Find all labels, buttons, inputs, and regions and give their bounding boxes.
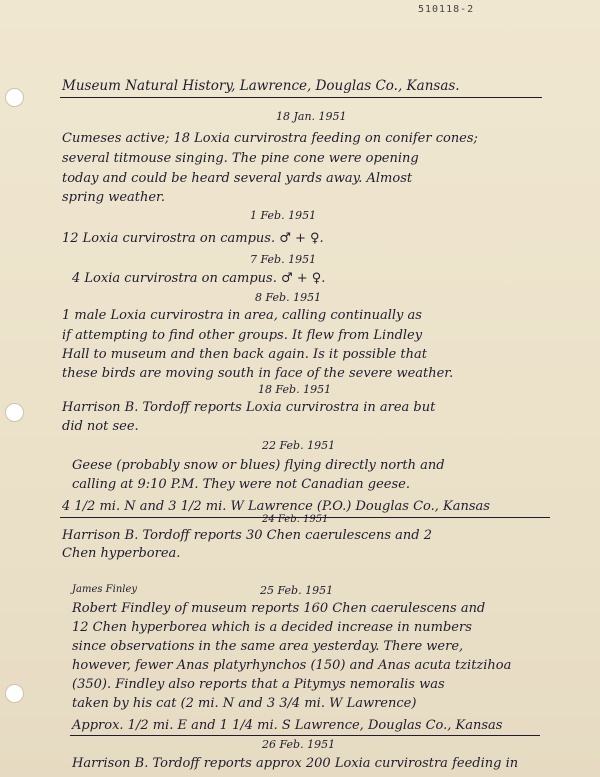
entry-line: 12 Chen hyperborea which is a decided increase in numbers (72, 620, 472, 635)
entry-line: taken by his cat (2 mi. N and 3 3/4 mi. W Lawrence) (72, 696, 417, 711)
location-heading: Approx. 1/2 mi. E and 1 1/4 mi. S Lawrence, Douglas Co., Kansas (72, 718, 503, 733)
entry-date: 24 Feb. 1951 (262, 514, 329, 525)
entry-line: spring weather. (62, 190, 165, 205)
entry-line: Harrison B. Tordoff reports Loxia curvirostra in area but (62, 400, 436, 415)
entry-line: Geese (probably snow or blues) flying directly north and (72, 458, 445, 473)
entry-line: Chen hyperborea. (62, 546, 181, 561)
entry-line: (350). Findley also reports that a Pitymys nemoralis was (72, 677, 445, 692)
catalog-number: 510118-2 (418, 4, 475, 15)
entry-date: 22 Feb. 1951 (262, 439, 336, 452)
binder-hole (5, 403, 24, 422)
entry-line: several titmouse singing. The pine cone were opening (62, 151, 419, 166)
entry-line: 1 male Loxia curvirostra in area, calling continually as (62, 308, 422, 323)
entry-line: did not see. (62, 419, 139, 434)
entry-date: 1 Feb. 1951 (250, 209, 317, 222)
entry-date: 18 Jan. 1951 (276, 110, 347, 123)
inserted-name: James Finley (72, 584, 138, 595)
entry-line: Harrison B. Tordoff reports approx 200 Loxia curvirostra feeding in (72, 756, 519, 771)
entry-line: if attempting to find other groups. It flew from Lindley (62, 328, 423, 343)
entry-date: 18 Feb. 1951 (258, 383, 332, 396)
binder-hole (5, 684, 24, 703)
entry-line: calling at 9:10 P.M. They were not Canadian geese. (72, 477, 410, 492)
entry-date: 25 Feb. 1951 (260, 584, 334, 597)
entry-line: 12 Loxia curvirostra on campus. ♂ + ♀. (62, 231, 324, 246)
heading-underline (60, 97, 542, 98)
entry-date: 8 Feb. 1951 (255, 291, 322, 304)
location-heading: Museum Natural History, Lawrence, Douglas Co., Kansas. (62, 78, 460, 94)
entry-line: Cumeses active; 18 Loxia curvirostra feeding on conifer cones; (62, 131, 478, 146)
heading-underline (70, 735, 540, 736)
entry-line: Hall to museum and then back again. Is it possible that (62, 347, 427, 362)
location-heading: 4 1/2 mi. N and 3 1/2 mi. W Lawrence (P.O.) Douglas Co., Kansas (62, 499, 490, 514)
entry-line: these birds are moving south in face of the severe weather. (62, 366, 454, 381)
entry-line: Robert Findley of museum reports 160 Chen caerulescens and (72, 601, 486, 616)
entry-line: 4 Loxia curvirostra on campus. ♂ + ♀. (72, 271, 326, 286)
entry-line: since observations in the same area yesterday. There were, (72, 639, 464, 654)
entry-date: 7 Feb. 1951 (250, 253, 317, 266)
binder-hole (5, 88, 24, 107)
entry-date: 26 Feb. 1951 (262, 738, 336, 751)
entry-line: Harrison B. Tordoff reports 30 Chen caerulescens and 2 (62, 528, 433, 543)
entry-line: however, fewer Anas platyrhynchos (150) and Anas acuta tzitzihoa (72, 658, 512, 673)
entry-line: today and could be heard several yards away. Almost (62, 171, 413, 186)
